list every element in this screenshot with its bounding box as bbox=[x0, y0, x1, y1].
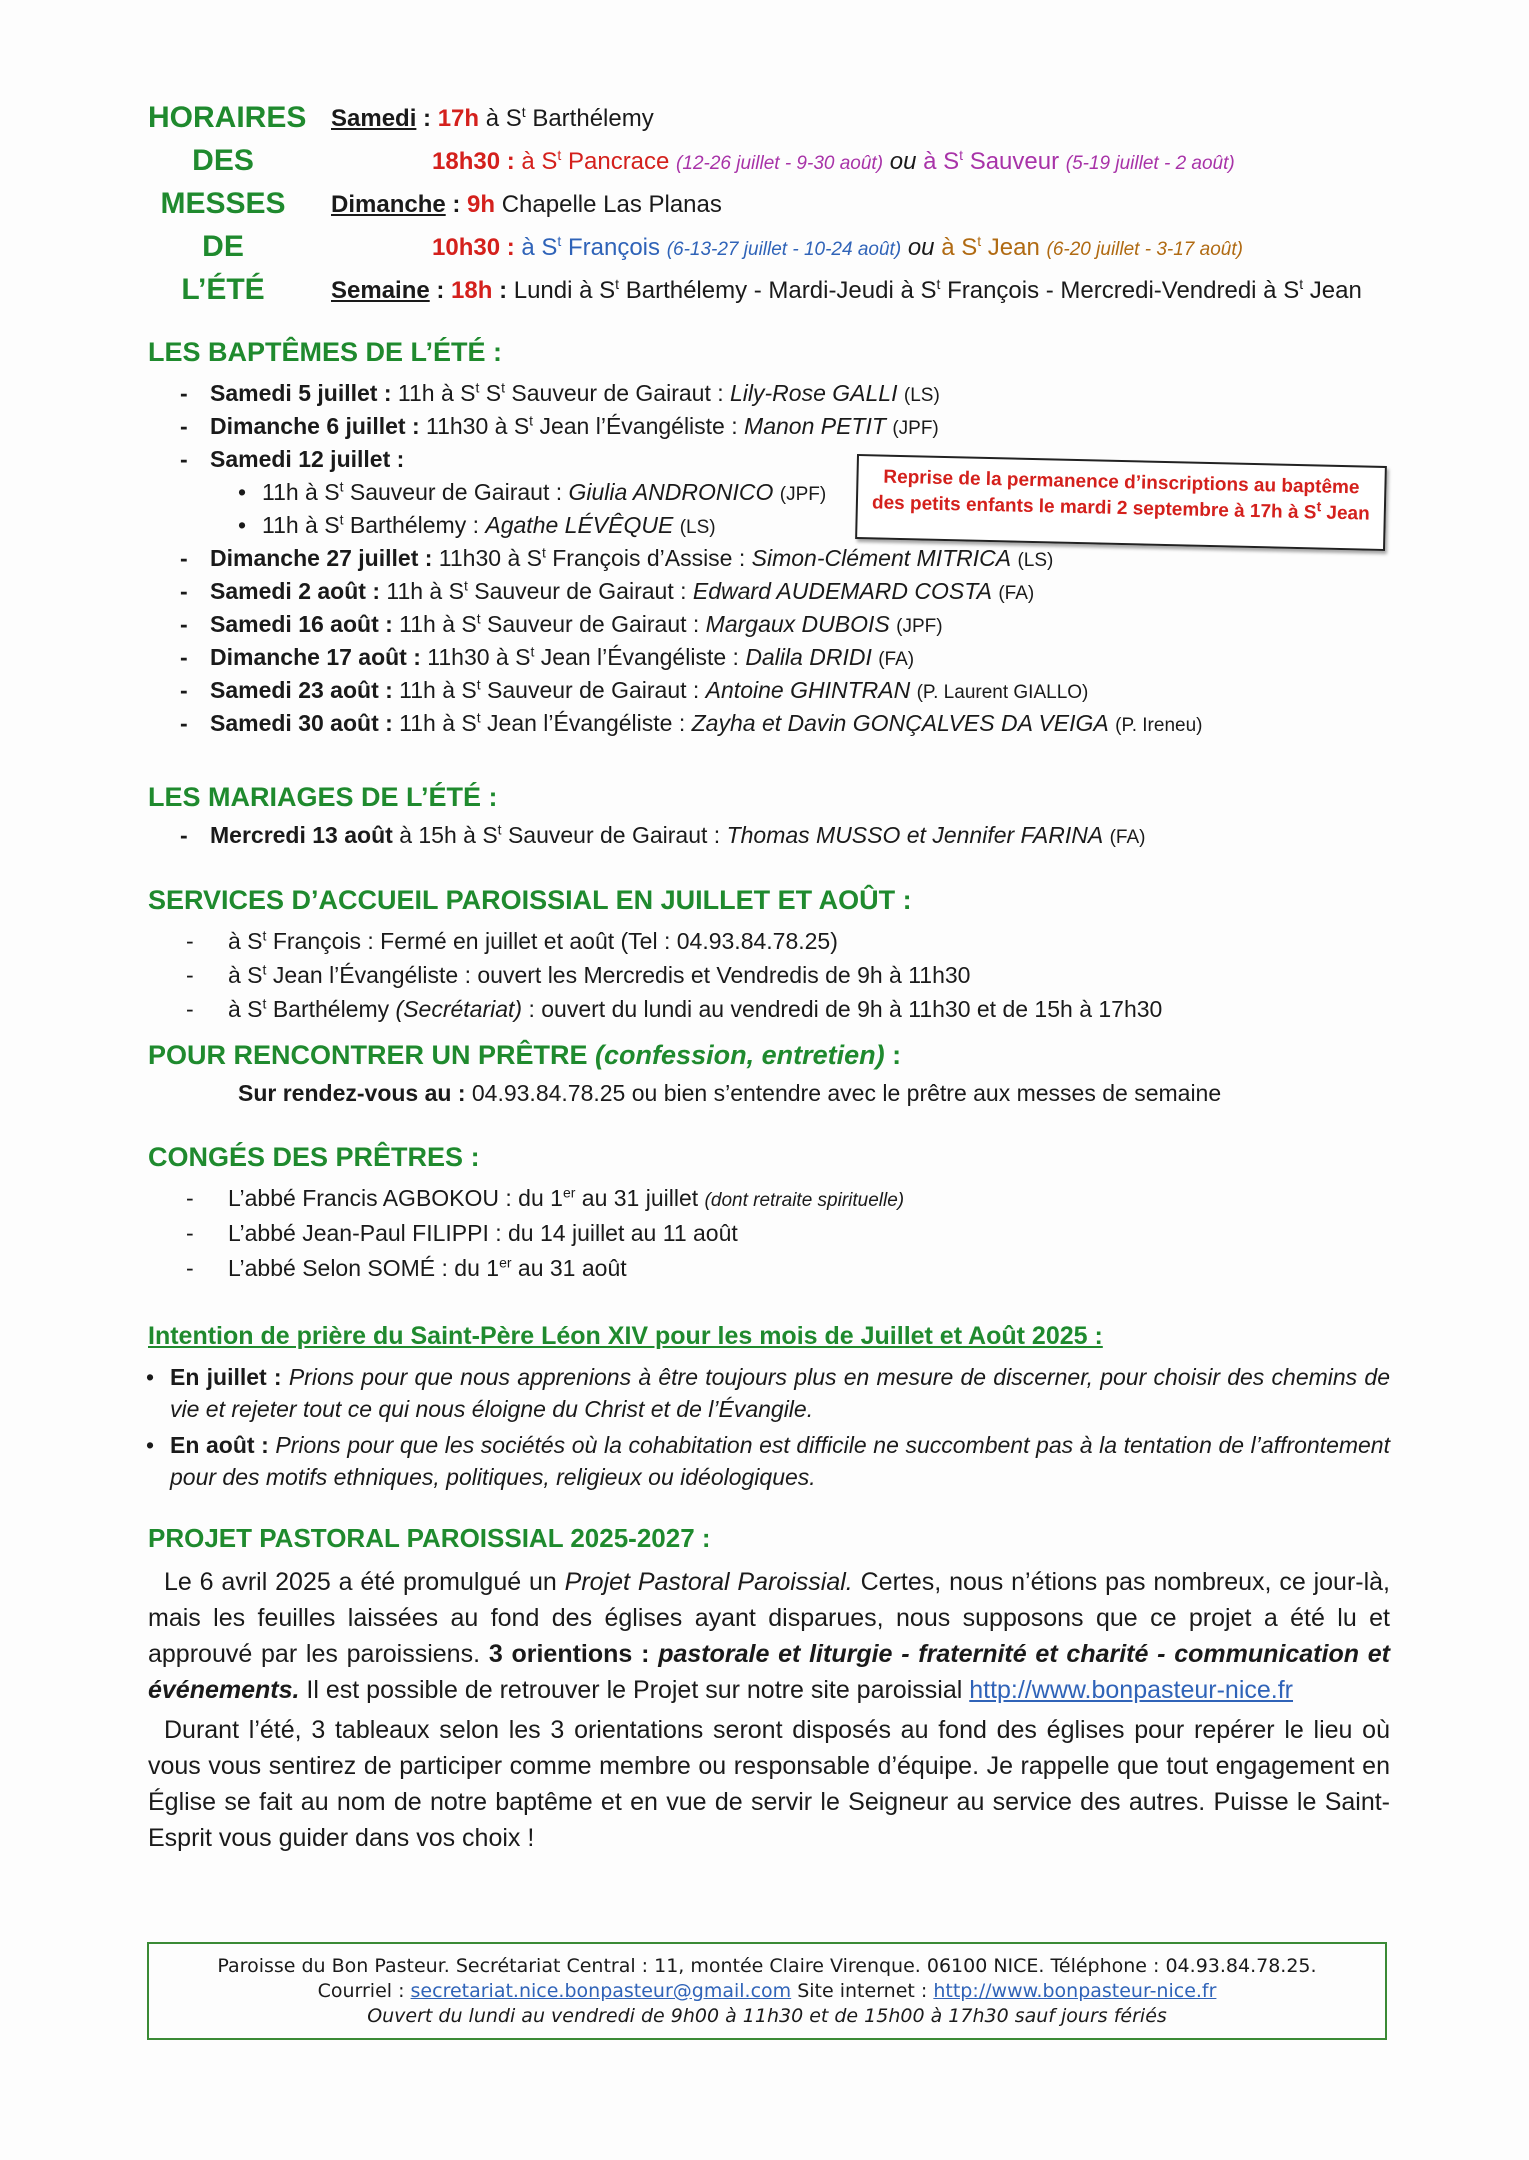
place: à S bbox=[941, 234, 978, 261]
sup: t bbox=[557, 147, 562, 163]
side-line: MESSES bbox=[160, 187, 286, 220]
text: Jean bbox=[1309, 277, 1362, 304]
time: 18h30 bbox=[432, 148, 501, 175]
place: Pancrace bbox=[567, 148, 670, 175]
sup: t bbox=[1316, 498, 1322, 515]
text: (dont retraite spirituelle) bbox=[704, 1190, 905, 1211]
sup: t bbox=[1299, 276, 1304, 292]
sup: t bbox=[557, 233, 562, 249]
pretre-title bbox=[148, 1040, 901, 1071]
name: Giulia ANDRONICO bbox=[568, 479, 774, 505]
list-item: - Mercredi 13 août à 15h à $S^t$ Sauveur de Gairaut : Thomas MUSSO et Jennifer FARINA (FA) bbox=[180, 821, 1146, 848]
list-item: - Samedi 2 août : 11h à $S^t$ Sauveur de Gairaut : Edward AUDEMARD COSTA (FA) bbox=[180, 577, 1035, 604]
dates: (6-20 juillet - 3-17 août) bbox=[1046, 239, 1243, 260]
text: des petits enfants le mardi 2 septembre à 17h à S bbox=[871, 492, 1317, 524]
intention-juillet: • En juillet : Prions pour que nous apprenions à être toujours plus en mesure de discerner, pour choisir des chemins de vie et rejeter tout ce qui nous éloigne du Christ et de l’Évangile. bbox=[146, 1364, 1391, 1422]
sup: er bbox=[562, 1184, 576, 1201]
who: (JPF) bbox=[896, 616, 943, 637]
text: Lundi à S bbox=[513, 277, 616, 304]
sup: er bbox=[499, 1254, 512, 1271]
baptemes-list bbox=[150, 377, 1202, 740]
list-item: - Samedi 23 août : 11h à $S^t$ Sauveur de Gairaut : Antoine GHINTRAN (P. Laurent GIALLO) bbox=[180, 676, 1089, 703]
place: Sauveur de Gairaut : bbox=[487, 677, 700, 703]
date: Dimanche 27 juillet : bbox=[210, 545, 433, 571]
projet-paragraph-2: Durant l’été, 3 tableaux selon les 3 orientations seront disposés au fond des églises pour repérer le lieu où vous vous sentirez de participer comme membre ou responsable d’équipe. Je rappelle que tout engagement en Église se fait au nom de notre baptême et en vue de servir le Seigneur au service des autres. Puisse le Saint-Esprit vous guider dans vos choix ! bbox=[148, 1716, 1390, 1852]
name: Manon PETIT bbox=[744, 413, 886, 439]
time: 17h bbox=[437, 105, 480, 132]
list-item: - Dimanche 6 juillet : 11h30 à $S^t$ Jean l’Évangéliste : Manon PETIT (JPF) bbox=[180, 412, 939, 439]
samedi-label: Samedi bbox=[331, 105, 417, 132]
samedi-line-2: 18h30 : à $S^t$ Pancrace (12-26 juillet - 9-30 août) ou à $S^t$ Sauveur (5-19 juillet - 2 août) bbox=[432, 147, 1235, 175]
conges-list bbox=[150, 1181, 904, 1286]
list-item: - à $S^t$ François : Fermé en juillet et août (Tel : 04.93.84.78.25) bbox=[186, 927, 838, 954]
intention-aout: • En août : Prions pour que les sociétés où la cohabitation est difficile ne succombent pas à la tentation de l’affrontement pour des motifs ethniques, politiques, religieux ou idéologiques. bbox=[146, 1432, 1390, 1490]
list-item: - Samedi 5 juillet : 11h à $S^t$ $S^t$ Sauveur de Gairaut : Lily-Rose GALLI (LS) bbox=[180, 379, 940, 406]
text: François - Mercredi-Vendredi à S bbox=[947, 277, 1300, 304]
text: (Secrétariat) bbox=[395, 996, 523, 1022]
time: 10h30 bbox=[432, 234, 501, 261]
services-title: SERVICES D’ACCUEIL PAROISSIAL EN JUILLET ET AOÛT : bbox=[148, 885, 912, 915]
pre: à 15h à S bbox=[399, 822, 498, 848]
date: Samedi 12 juillet : bbox=[210, 446, 405, 472]
name: Agathe LÉVÊQUE bbox=[485, 512, 674, 538]
list-item: - Dimanche 27 juillet : 11h30 à $S^t$ François d’Assise : Simon-Clément MITRICA (LS) bbox=[180, 544, 1054, 571]
text: François : Fermé en juillet et août (Tel : 04.93.84.78.25) bbox=[272, 928, 838, 954]
text: L’abbé Selon SOMÉ : du 1 bbox=[228, 1255, 500, 1281]
place: à S bbox=[521, 234, 558, 261]
place: François d’Assise : bbox=[552, 545, 746, 571]
sup: t bbox=[977, 233, 982, 249]
text: Sur rendez-vous au : bbox=[238, 1080, 466, 1106]
footer-line bbox=[149, 1979, 1385, 2004]
list-item: • 11h à $S^t$ Barthélemy : Agathe LÉVÊQUE (LS) bbox=[238, 511, 716, 538]
pre: 11h à S bbox=[386, 578, 464, 604]
label: Site internet : bbox=[797, 1980, 928, 2002]
dates: (5-19 juillet - 2 août) bbox=[1065, 153, 1235, 174]
date: Samedi 16 août : bbox=[210, 611, 393, 637]
who: (LS) bbox=[903, 385, 940, 406]
place: Sauveur de Gairaut : bbox=[507, 822, 721, 848]
semaine-label: Semaine bbox=[331, 277, 430, 304]
side-line: L’ÉTÉ bbox=[181, 273, 265, 306]
sup: t bbox=[936, 276, 941, 292]
text: Il est possible de retrouver le Projet sur notre site paroissial bbox=[306, 1676, 963, 1704]
name: Lily-Rose GALLI bbox=[730, 380, 898, 406]
who: (LS) bbox=[1017, 550, 1054, 571]
conges-title: CONGÉS DES PRÊTRES : bbox=[148, 1142, 480, 1172]
place: Chapelle Las Planas bbox=[501, 191, 722, 218]
services-list bbox=[150, 924, 1162, 1026]
who: (P. Laurent GIALLO) bbox=[916, 682, 1089, 703]
who: (JPF) bbox=[892, 418, 939, 439]
projet-paragraph-1 bbox=[148, 1564, 1390, 1708]
bapteme-reprise-note bbox=[855, 454, 1387, 551]
sup: t bbox=[959, 147, 964, 163]
pre: 11h30 à S bbox=[426, 413, 530, 439]
list-item: - L’abbé Jean-Paul FILIPPI : du 14 juillet au 11 août bbox=[186, 1220, 738, 1246]
who: (FA) bbox=[1109, 827, 1146, 848]
place: Jean l’Évangéliste : bbox=[540, 644, 739, 670]
pre: 11h30 à S bbox=[438, 545, 542, 571]
who: (JPF) bbox=[779, 484, 827, 505]
samedi-line: Samedi : 17h à $S^t$ Barthélemy bbox=[331, 104, 654, 132]
list-item: - Samedi 30 août : 11h à $S^t$ Jean l’Évangéliste : Zayha et Davin GONÇALVES DA VEIGA (P. Ireneu) bbox=[180, 709, 1203, 736]
list-item: - Dimanche 17 août : 11h30 à $S^t$ Jean l’Évangéliste : Dalila DRIDI (FA) bbox=[180, 643, 915, 670]
who: (FA) bbox=[878, 649, 915, 670]
place: Jean l’Évangéliste : bbox=[539, 413, 738, 439]
pre: 11h30 à S bbox=[427, 644, 531, 670]
text: : ouvert du lundi au vendredi de 9h à 11h30 et de 15h à 17h30 bbox=[528, 996, 1163, 1022]
place: Sauveur de Gairaut : bbox=[487, 611, 700, 637]
text: au 31 juillet bbox=[581, 1185, 699, 1211]
place: à S bbox=[923, 148, 960, 175]
text: L’abbé Jean-Paul FILIPPI : du 14 juillet au 11 août bbox=[228, 1220, 738, 1246]
text: Barthélemy bbox=[272, 996, 390, 1022]
dates: (12-26 juillet - 9-30 août) bbox=[676, 153, 884, 174]
text: Projet Pastoral Paroissial. bbox=[564, 1568, 853, 1596]
sup: t bbox=[521, 104, 526, 120]
date: Samedi 5 juillet : bbox=[210, 380, 392, 406]
text: à S bbox=[228, 928, 263, 954]
text: Le 6 avril 2025 a été promulgué un bbox=[164, 1568, 557, 1596]
side-line: DE bbox=[202, 230, 244, 263]
date: Samedi 2 août : bbox=[210, 578, 380, 604]
place: Sauveur de Gairaut : bbox=[511, 380, 724, 406]
pre: 11h à S bbox=[399, 611, 477, 637]
site-link[interactable]: http://www.bonpasteur-nice.fr bbox=[933, 1980, 1217, 2002]
pre: 11h à S bbox=[262, 512, 340, 538]
time: 9h bbox=[467, 191, 496, 218]
footer-line: Ouvert du lundi au vendredi de 9h00 à 11h30 et de 15h00 à 17h30 sauf jours fériés bbox=[367, 2005, 1167, 2027]
text: Certes, nous n’étions pas nombreux, ce jour-là, mais les feuilles laissées au fond des églises ayant disparues, nous supposons que ce projet a été lu et approuvé par les paroissiens. bbox=[148, 1568, 1391, 1668]
baptemes-title: LES BAPTÊMES DE L’ÉTÉ : bbox=[148, 337, 503, 367]
text: L’abbé Francis AGBOKOU : du 1 bbox=[228, 1185, 563, 1211]
name: Margaux DUBOIS bbox=[705, 611, 890, 637]
projet-title: PROJET PASTORAL PAROISSIAL 2025-2027 : bbox=[148, 1523, 711, 1553]
pre: 11h à S bbox=[399, 677, 477, 703]
place: Jean bbox=[987, 234, 1040, 261]
list-item: - L’abbé Francis AGBOKOU : du 1er au 31 juillet (dont retraite spirituelle) bbox=[186, 1184, 905, 1211]
dimanche-label: Dimanche bbox=[331, 191, 446, 218]
place: Sauveur de Gairaut : bbox=[349, 479, 563, 505]
side-line: DES bbox=[192, 144, 254, 177]
email-link[interactable]: secretariat.nice.bonpasteur@gmail.com bbox=[410, 1980, 792, 2002]
text: Jean l’Évangéliste : ouvert les Mercredis et Vendredis de 9h à 11h30 bbox=[272, 962, 971, 988]
text: à S bbox=[228, 962, 263, 988]
pre: 11h à S bbox=[262, 479, 340, 505]
text: pastorale et liturgie - fraternité et charité - communication et événements. bbox=[148, 1640, 1390, 1704]
date: Samedi 23 août : bbox=[210, 677, 393, 703]
mariages-title: LES MARIAGES DE L’ÉTÉ : bbox=[148, 782, 498, 812]
text: (confession, entretien) bbox=[595, 1040, 885, 1070]
dimanche-line: Dimanche : 9h Chapelle Las Planas bbox=[331, 191, 722, 218]
name: Zayha et Davin GONÇALVES DA VEIGA bbox=[691, 710, 1109, 736]
sup: t bbox=[615, 276, 620, 292]
place: Sauveur bbox=[969, 148, 1060, 175]
or: ou bbox=[889, 148, 917, 175]
place: Barthélemy : bbox=[349, 512, 479, 538]
list-item: - à $S^t$ Barthélemy (Secrétariat) : ouvert du lundi au vendredi de 9h à 11h30 et de 15h à 17h30 bbox=[186, 995, 1163, 1022]
list-item: - Samedi 16 août : 11h à $S^t$ Sauveur de Gairaut : Margaux DUBOIS (JPF) bbox=[180, 610, 943, 637]
name: Dalila DRIDI bbox=[745, 644, 872, 670]
pre: 11h à S bbox=[399, 710, 477, 736]
place: à S bbox=[485, 105, 522, 132]
or: ou bbox=[907, 234, 935, 261]
text: au 31 août bbox=[517, 1255, 627, 1281]
footer-line: Paroisse du Bon Pasteur. Secrétariat Central : 11, montée Claire Virenque. 06100 NICE. Téléphone : 04.93.84.78.25. bbox=[217, 1955, 1317, 1977]
text: 3 orientions : bbox=[488, 1640, 650, 1668]
pre: 11h à S bbox=[397, 380, 476, 406]
side-line: HORAIRES bbox=[148, 101, 307, 134]
date: Samedi 30 août : bbox=[210, 710, 393, 736]
place: Barthélemy bbox=[532, 105, 654, 132]
text: à S bbox=[228, 996, 263, 1022]
list-item: - L’abbé Selon SOMÉ : du 1er au 31 août bbox=[186, 1254, 627, 1281]
place: Sauveur de Gairaut : bbox=[474, 578, 687, 604]
site-link[interactable]: http://www.bonpasteur-nice.fr bbox=[969, 1676, 1294, 1704]
who: (FA) bbox=[998, 583, 1035, 604]
who: (P. Ireneu) bbox=[1115, 715, 1203, 736]
dimanche-line-2: 10h30 : à $S^t$ François (6-13-27 juillet - 10-24 août) ou à $S^t$ Jean (6-20 juillet - 3-17 août) bbox=[432, 233, 1243, 261]
text: POUR RENCONTRER UN PRÊTRE bbox=[148, 1040, 588, 1070]
list-item: - Samedi 12 juillet : bbox=[180, 446, 405, 472]
date: Dimanche 17 août : bbox=[210, 644, 421, 670]
name: Antoine GHINTRAN bbox=[705, 677, 911, 703]
place: à S bbox=[521, 148, 558, 175]
list-item: - à $S^t$ Jean l’Évangéliste : ouvert les Mercredis et Vendredis de 9h à 11h30 bbox=[186, 961, 971, 988]
place: François bbox=[567, 234, 661, 261]
dates: (6-13-27 juillet - 10-24 août) bbox=[666, 239, 902, 260]
text: Barthélemy - Mardi-Jeudi à S bbox=[625, 277, 937, 304]
text: Prions pour que nous apprenions à être toujours plus en mesure de discerner, pour choisir des chemins de vie et rejeter tout ce qui nous éloigne du Christ et de l’Évangile. bbox=[170, 1364, 1391, 1422]
note-line: Reprise de la permanence d’inscriptions au baptême bbox=[883, 466, 1360, 499]
text: 04.93.84.78.25 ou bien s’entendre avec le prêtre aux messes de semaine bbox=[471, 1080, 1222, 1106]
pretre-rdv bbox=[238, 1080, 1221, 1107]
semaine-line: Semaine : 18h : Lundi à $S^t$ Barthélemy - Mardi-Jeudi à $S^t$ François - Mercredi-Vendredi à $S^t$ Jean bbox=[331, 276, 1362, 304]
time: 18h bbox=[451, 277, 493, 304]
name: Thomas MUSSO et Jennifer FARINA bbox=[726, 822, 1104, 848]
who: (LS) bbox=[679, 517, 716, 538]
intention-title: Intention de prière du Saint-Père Léon XIV pour les mois de Juillet et Août 2025 : bbox=[148, 1322, 1103, 1350]
date: Mercredi 13 août bbox=[210, 822, 393, 848]
name: Simon-Clément MITRICA bbox=[751, 545, 1012, 571]
label: En juillet : bbox=[170, 1364, 282, 1390]
text: Jean bbox=[1326, 502, 1370, 525]
text: Prions pour que les sociétés où la cohabitation est difficile ne succombent pas à la tentation de l’affrontement pour des motifs ethniques, politiques, religieux ou idéologiques. bbox=[170, 1432, 1390, 1490]
text: : bbox=[892, 1040, 902, 1070]
place: Jean l’Évangéliste : bbox=[487, 710, 686, 736]
mariages-list bbox=[150, 819, 1145, 852]
date: Dimanche 6 juillet : bbox=[210, 413, 420, 439]
footer-box bbox=[147, 1942, 1387, 2040]
place: S bbox=[485, 380, 502, 406]
label: Courriel : bbox=[317, 1980, 405, 2002]
label: En août : bbox=[170, 1432, 269, 1458]
name: Edward AUDEMARD COSTA bbox=[692, 578, 992, 604]
list-item: • 11h à $S^t$ Sauveur de Gairaut : Giulia ANDRONICO (JPF) bbox=[238, 478, 827, 505]
horaires-side-title bbox=[148, 96, 307, 311]
